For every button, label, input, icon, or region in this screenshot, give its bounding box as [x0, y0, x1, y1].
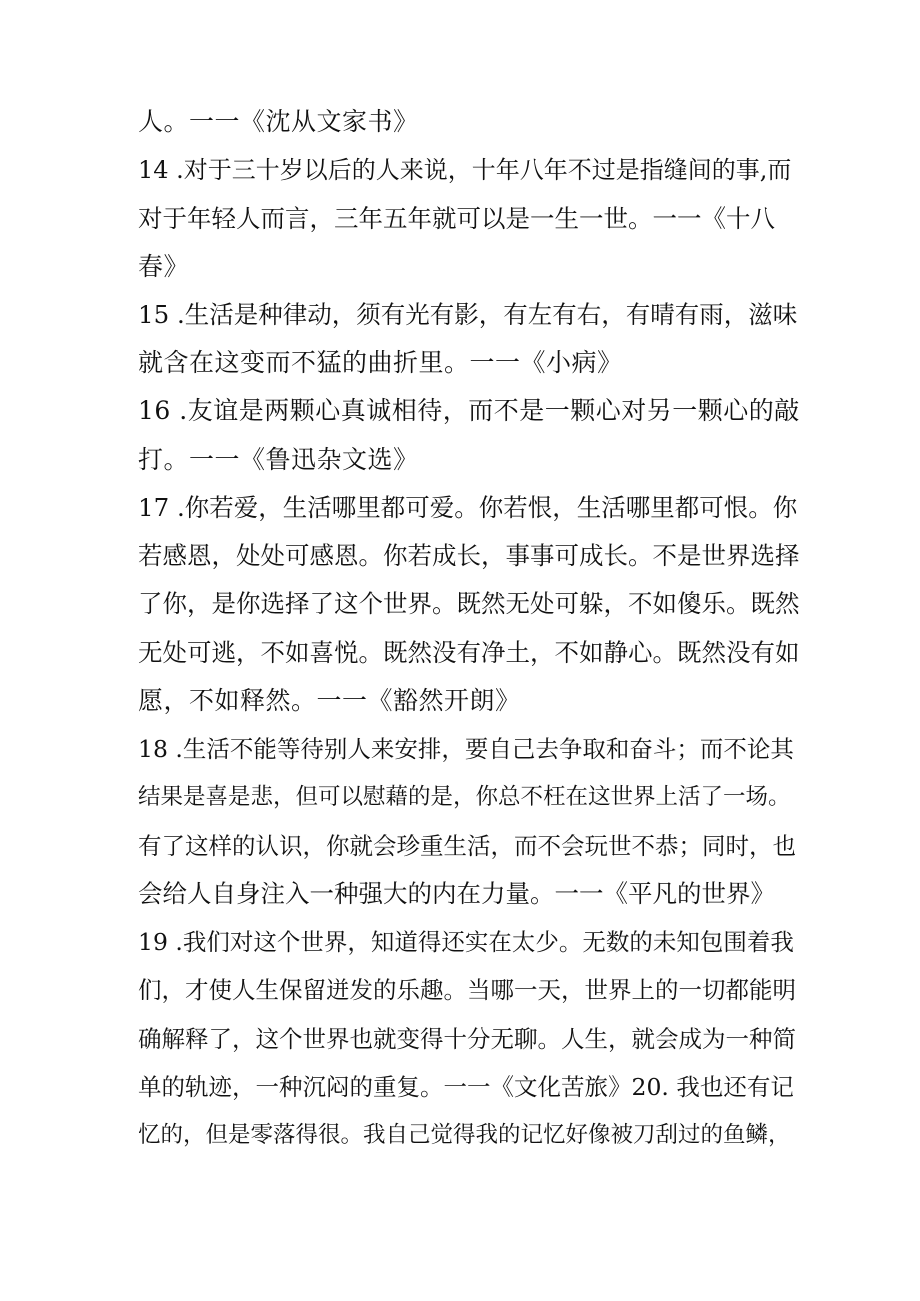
text-line: 对于年轻人而言，三年五年就可以是一生一世。一一《十八	[138, 204, 775, 233]
text-line: 春》	[138, 252, 190, 281]
text-line: 人。一一《沈从文家书》	[138, 107, 419, 136]
text-line: 无处可逃，不如喜悦。既然没有净土，不如静心。既然没有如	[138, 638, 800, 667]
text-line: 若感恩，处处可感恩。你若成长，事事可成长。不是世界选择	[138, 541, 800, 570]
text-line: 确解释了，这个世界也就变得十分无聊。人生，就会成为一种简	[138, 1025, 796, 1053]
text-line: 们，才使人生保留迸发的乐趣。当哪一天，世界上的一切都能明	[138, 976, 796, 1004]
text-line: 会给人自身注入一种强大的内在力量。一一《平凡的世界》	[138, 879, 775, 908]
text-line: 15 .生活是种律动，须有光有影，有左有右，有晴有雨，滋味	[138, 300, 798, 329]
text-line: 18 .生活不能等待别人来安排，要自己去争取和奋斗；而不论其	[138, 735, 794, 763]
text-line: 16 .友谊是两颗心真诚相待，而不是一颗心对另一颗心的敲	[138, 396, 800, 425]
text-line: 了你，是你选择了这个世界。既然无处可躲，不如傻乐。既然	[138, 589, 800, 618]
text-line: 19 .我们对这个世界，知道得还实在太少。无数的未知包围着我	[138, 928, 794, 956]
text-line: 打。一一《鲁迅杂文选》	[138, 445, 419, 474]
text-line: 愿，不如释然。一一《豁然开朗》	[138, 686, 521, 715]
text-line: 结果是喜是悲，但可以慰藉的是，你总不枉在这世界上活了一场。	[138, 784, 791, 810]
text-line: 14 .对于三十岁以后的人来说，十年八年不过是指缝间的事,而	[138, 156, 792, 184]
text-line: 就含在这变而不猛的曲折里。一一《小病》	[138, 348, 623, 377]
text-line: 单的轨迹，一种沉闷的重复。一一《文化苦旅》20. 我也还有记	[138, 1073, 794, 1101]
text-line: 忆的，但是零落得很。我自己觉得我的记忆好像被刀刮过的鱼鳞，	[138, 1122, 791, 1148]
text-line: 有了这样的认识，你就会珍重生活，而不会玩世不恭；同时，也	[138, 832, 796, 860]
text-line: 17 .你若爱，生活哪里都可爱。你若恨，生活哪里都可恨。你	[138, 493, 798, 522]
